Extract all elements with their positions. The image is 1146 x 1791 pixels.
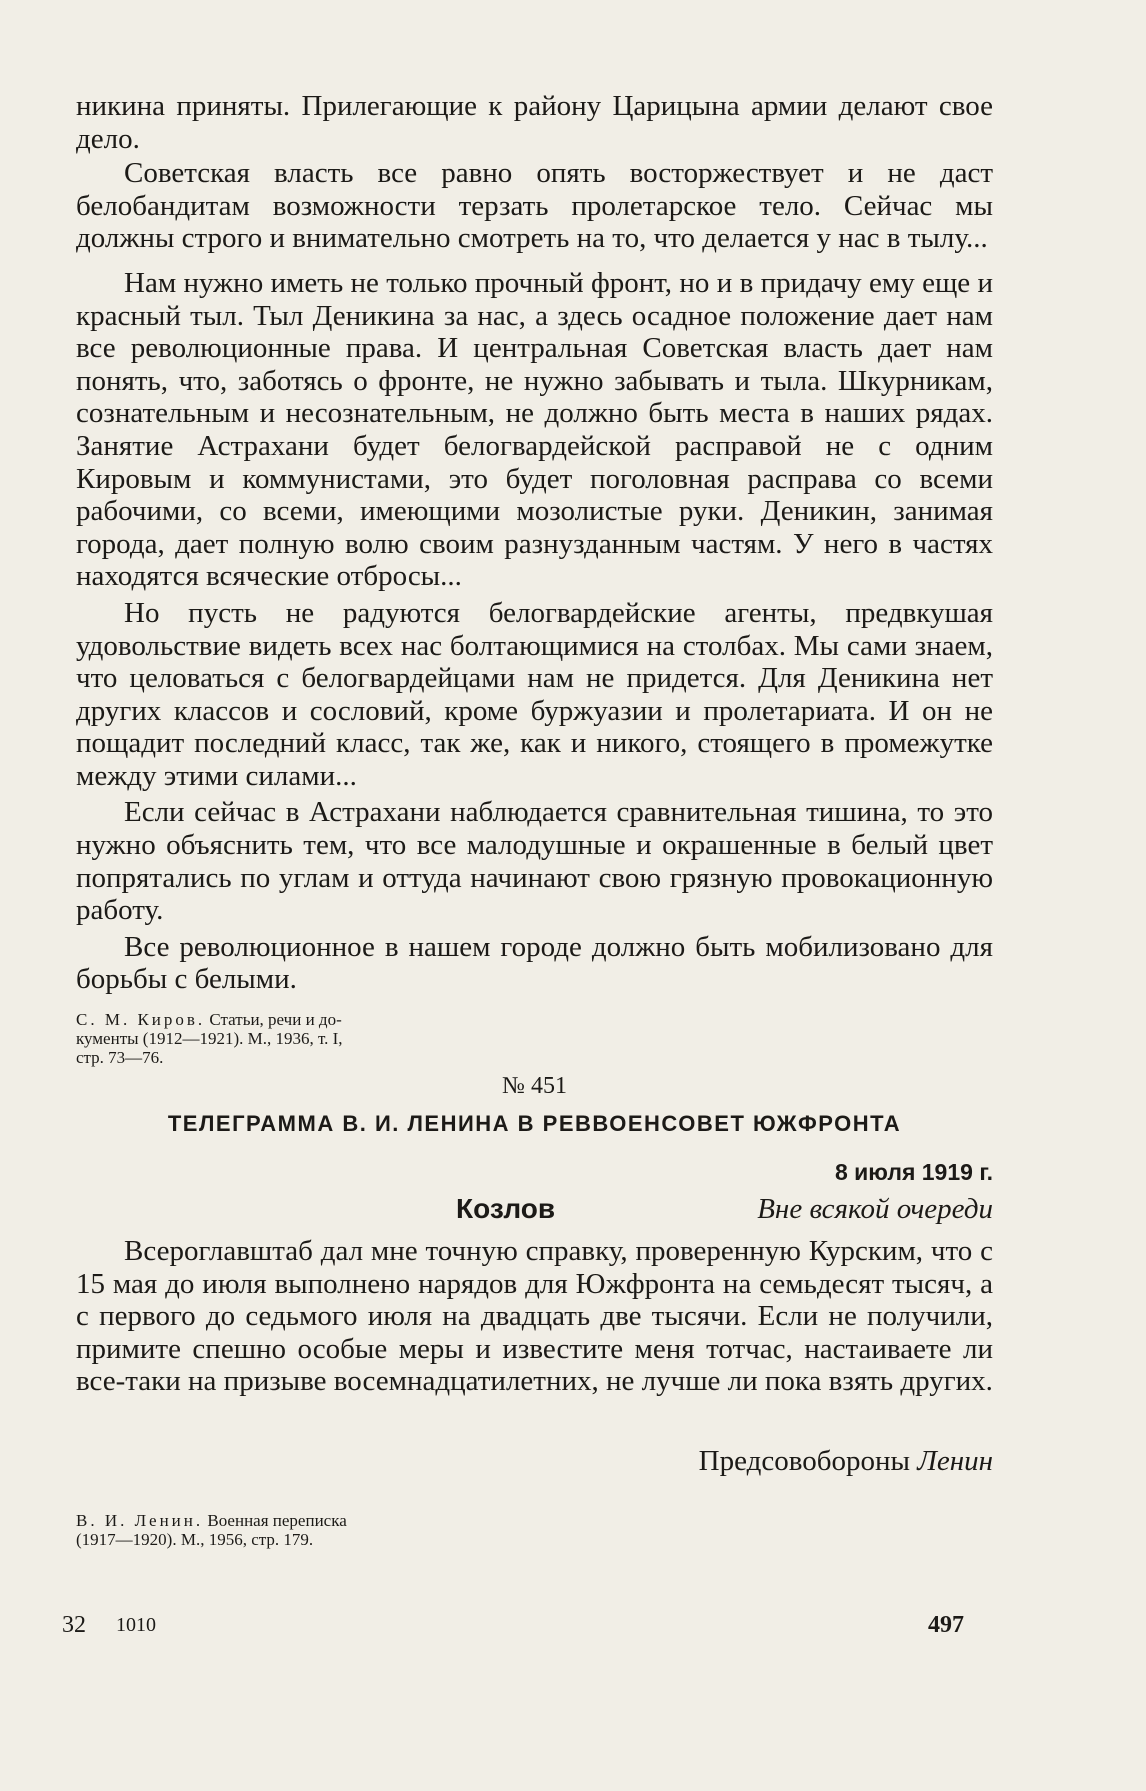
signature-name: Ленин — [917, 1445, 993, 1478]
document-date: 8 июля 1919 г. — [834, 1159, 993, 1186]
citation-text: Военная переписка — [207, 1511, 347, 1531]
telegram-urgency: Вне всякой очереди — [757, 1193, 993, 1226]
citation-author: С. М. Киров. — [76, 1010, 206, 1030]
source-citation — [76, 1511, 496, 1549]
signature-mark: 32 — [62, 1612, 86, 1638]
text-column — [76, 90, 993, 1549]
citation-text: стр. 73—76. — [76, 1048, 164, 1068]
citation-text: кументы (1912—1921). М., 1936, т. I, — [76, 1029, 343, 1049]
paragraph: Все революционное в нашем городе должно быть мобилизовано для борьбы с белыми. — [76, 930, 993, 996]
citation-text: (1917—1920). М., 1956, стр. 179. — [76, 1530, 314, 1550]
paragraph: никина приняты. Прилегающие к району Царицына армии делают свое дело. — [76, 90, 993, 155]
signature-position: Предсовобороны — [698, 1445, 910, 1478]
telegram-signature — [699, 1445, 993, 1478]
telegram-text: Всероглавштаб дал мне точную справку, проверенную Курским, что с 15 мая до июля выполнено нарядов для Южфронта на семьдесят тысяч, а с первого до седьмого июля на двадцать две тысячи. Если не получили, примите спешно особые меры и известите меня тотчас, настаиваете ли все-таки на призыве восемнадцатилетних, не лучше ли пока взять других. — [76, 1235, 993, 1398]
telegram-address: Козлов — [456, 1193, 556, 1225]
page-number: 497 — [928, 1612, 964, 1638]
paragraph: Советская власть все равно опять восторжествует и не даст белобандитам возможности терзать пролетарское тело. Сейчас мы должны строго и внимательно смотреть на то, что делается у нас в тылу... — [76, 157, 993, 255]
document-title: ТЕЛЕГРАММА В. И. ЛЕНИНА В РЕВВОЕНСОВЕТ ЮЖФРОНТА — [167, 1111, 902, 1137]
document-number: № 451 — [502, 1073, 567, 1100]
paragraph: Нам нужно иметь не только прочный фронт, но и в придачу ему еще и красный тыл. Тыл Деникина за нас, а здесь осадное положение дает нам все революционные права. И центральная Советская власть дает нам понять, что, заботясь о фронте, не нужно забывать и тыла. Шкурникам, сознательным и несознательным, не должно быть места в наших рядах. Занятие Астрахани будет белогвардейской расправой не с одним Кировым и коммунистами, это будет поголовная расправа со всеми рабочими, со всеми, имеющими мозолистые руки. Деникин, занимая города, дает полную волю своим разнузданным частям. У него в частях находятся всяческие отбросы... — [76, 266, 993, 593]
citation-text: Статьи, речи и до- — [209, 1010, 342, 1030]
document-section — [76, 1067, 993, 1478]
paragraph: Но пусть не радуются белогвардейские агенты, предвкушая удовольствие видеть всех нас болтающимися на столбах. Мы сами знаем, что целоваться с белогвардейцами нам не придется. Для Деникина нет других классов и сословий, кроме буржуазии и пролетариата. И он не пощадит последний класс, так же, как и никого, стоящего в промежутке между этими силами... — [76, 596, 993, 792]
source-citation — [76, 1010, 496, 1067]
paragraph: Если сейчас в Астрахани наблюдается сравнительная тишина, то это нужно объяснить тем, что все малодушные и окрашенные в белый цвет попрятались по углам и оттуда начинают свою грязную провокационную работу. — [76, 796, 993, 927]
citation-author: В. И. Ленин. — [76, 1511, 204, 1531]
print-number: 1010 — [116, 1614, 156, 1636]
